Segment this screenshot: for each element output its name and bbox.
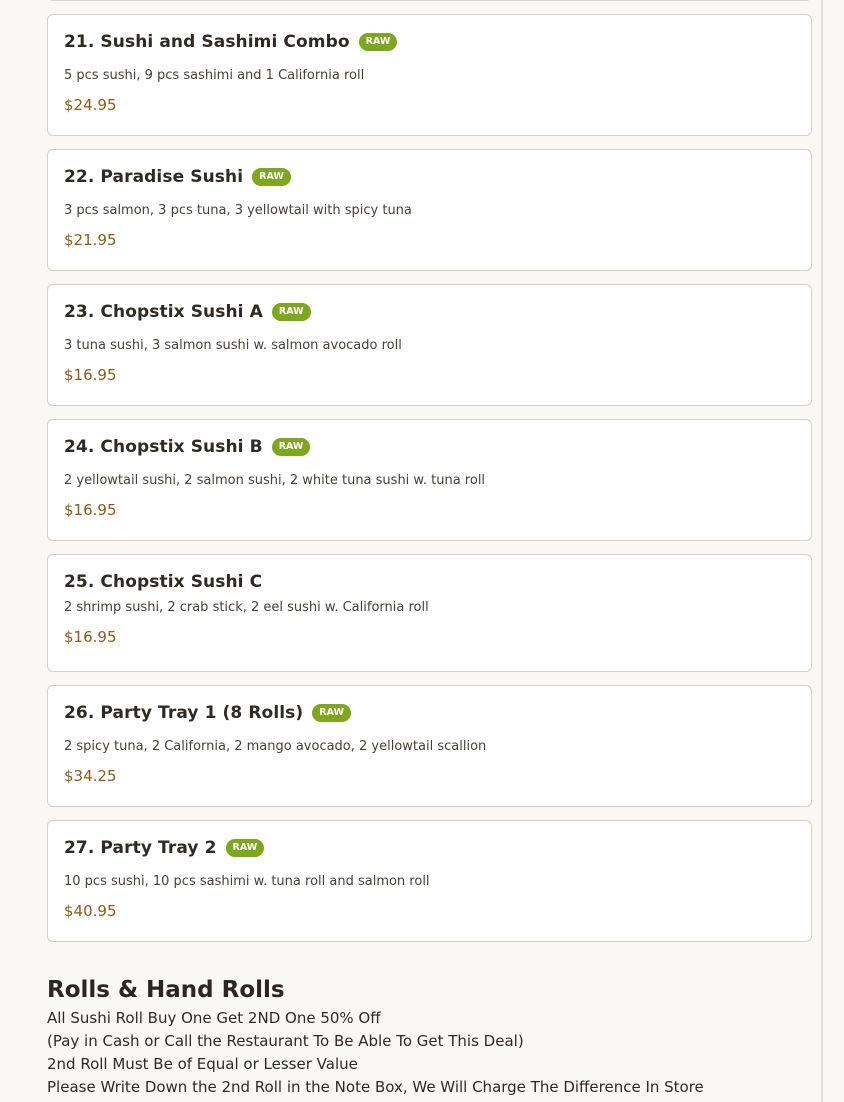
menu-item-description: 2 spicy tuna, 2 California, 2 mango avocado, 2 yellowtail scallion xyxy=(64,739,487,754)
menu-item-price: $24.95 xyxy=(64,96,117,114)
menu-item-card[interactable] xyxy=(47,284,812,406)
menu-item-price: $34.25 xyxy=(64,767,117,785)
menu-item-list xyxy=(47,14,812,955)
menu-item-price: $40.95 xyxy=(64,902,117,920)
menu-item-price: $21.95 xyxy=(64,231,117,249)
menu-item-title: 26. Party Tray 1 (8 Rolls) xyxy=(64,703,304,723)
menu-item-title: 23. Chopstix Sushi A xyxy=(64,302,263,322)
raw-badge: RAW xyxy=(312,704,351,722)
menu-item-title: 21. Sushi and Sashimi Combo xyxy=(64,32,350,52)
menu-item-title-row xyxy=(64,835,795,861)
menu-item-card[interactable] xyxy=(47,554,812,672)
menu-item-description: 3 pcs salmon, 3 pcs tuna, 3 yellowtail with spicy tuna xyxy=(64,203,412,218)
menu-item-title-row xyxy=(64,299,795,325)
menu-item-title-row xyxy=(64,29,795,55)
raw-badge: RAW xyxy=(272,303,311,321)
menu-item-title: 22. Paradise Sushi xyxy=(64,167,244,187)
menu-item-card[interactable] xyxy=(47,14,812,136)
menu-item-title: 25. Chopstix Sushi C xyxy=(64,572,263,592)
menu-item-title-row xyxy=(64,700,795,726)
menu-item-card[interactable] xyxy=(47,685,812,807)
promo-line: (Pay in Cash or Call the Restaurant To Be Able To Get This Deal) xyxy=(47,1032,524,1050)
menu-item-price: $16.95 xyxy=(64,366,117,384)
previous-menu-item-card[interactable] xyxy=(47,0,812,1)
raw-badge: RAW xyxy=(226,839,265,857)
promo-line: Please Write Down the 2nd Roll in the Note Box, We Will Charge The Difference In Store xyxy=(47,1078,704,1096)
menu-item-description: 10 pcs sushi, 10 pcs sashimi w. tuna roll and salmon roll xyxy=(64,874,430,889)
menu-item-title-row xyxy=(64,164,795,190)
raw-badge: RAW xyxy=(359,33,398,51)
rolls-section xyxy=(47,973,817,1099)
menu-item-title: 24. Chopstix Sushi B xyxy=(64,437,263,457)
section-title: Rolls & Hand Rolls xyxy=(47,977,285,1003)
menu-item-description: 3 tuna sushi, 3 salmon sushi w. salmon avocado roll xyxy=(64,338,402,353)
menu-item-title: 27. Party Tray 2 xyxy=(64,838,217,858)
page-scroll-rail xyxy=(821,0,823,1102)
menu-item-card[interactable] xyxy=(47,820,812,942)
menu-item-price: $16.95 xyxy=(64,501,117,519)
menu-item-title-row xyxy=(64,434,795,460)
menu-item-card[interactable] xyxy=(47,419,812,541)
menu-item-description: 2 shrimp sushi, 2 crab stick, 2 eel sushi w. California roll xyxy=(64,600,429,615)
menu-item-description: 5 pcs sushi, 9 pcs sashimi and 1 California roll xyxy=(64,68,365,83)
promo-line: 2nd Roll Must Be of Equal or Lesser Value xyxy=(47,1055,358,1073)
menu-item-price: $16.95 xyxy=(64,628,117,646)
promo-line: All Sushi Roll Buy One Get 2ND One 50% Off xyxy=(47,1009,381,1027)
raw-badge: RAW xyxy=(252,168,291,186)
menu-item-card[interactable] xyxy=(47,149,812,271)
menu-item-description: 2 yellowtail sushi, 2 salmon sushi, 2 white tuna sushi w. tuna roll xyxy=(64,473,486,488)
menu-item-title-row xyxy=(64,569,795,595)
raw-badge: RAW xyxy=(272,438,311,456)
